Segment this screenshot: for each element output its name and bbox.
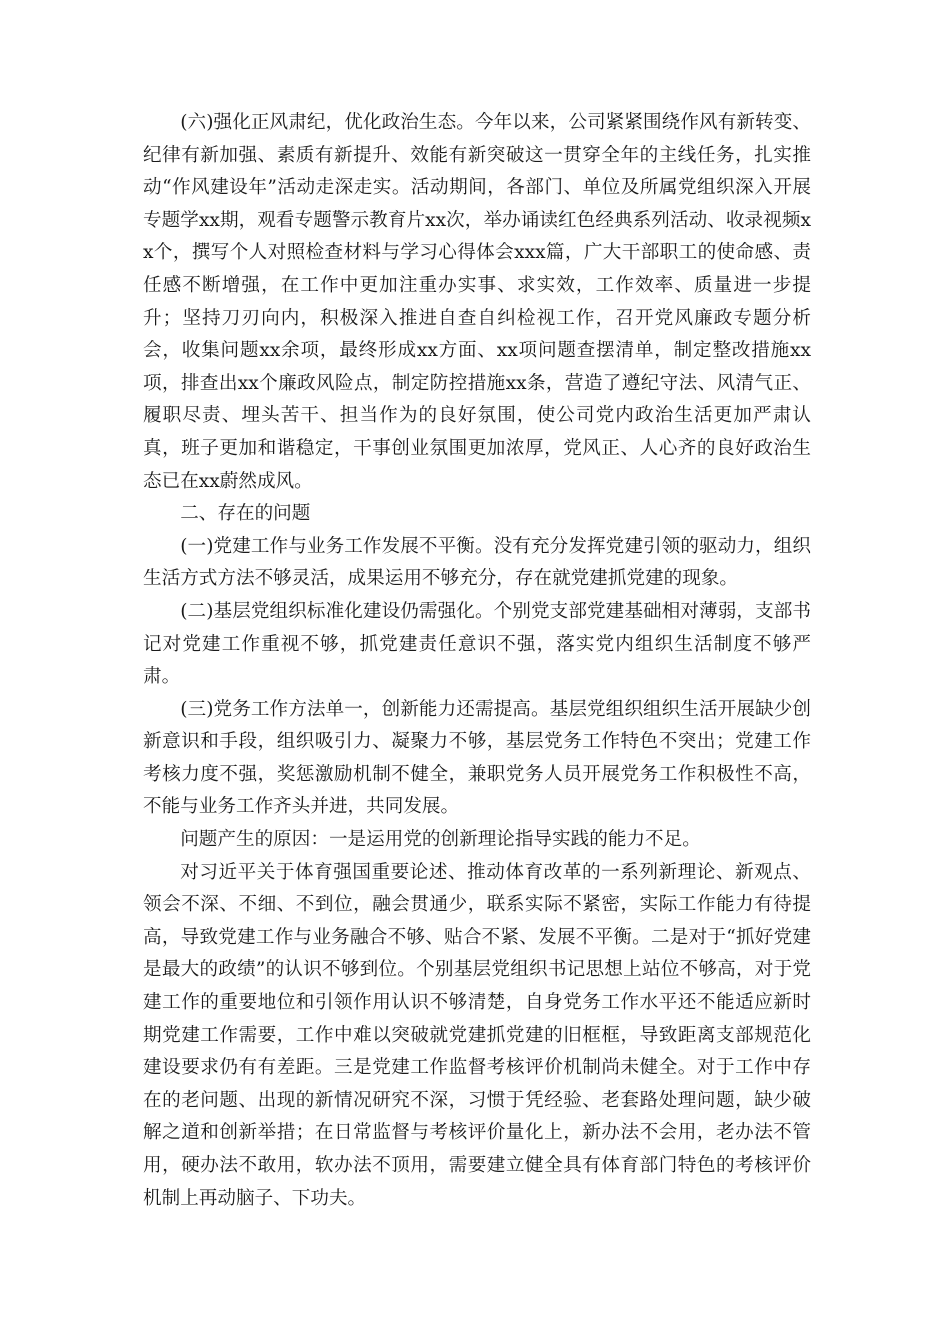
- paragraph-causes-detail: 对习近平关于体育强国重要论述、推动体育改革的一系列新理论、新观点、领会不深、不细、不到位，融会贯通少，联系实际不紧密，实际工作能力有待提高，导致党建工作与业务融合不够、贴合不紧、发展不平衡。二是对于“抓好党建是最大的政绩”的认识不够到位。个别基层党组织书记思想上站位不够高，对于党建工作的重要地位和引领作用认识不够清楚，自身党务工作水平还不能适应新时期党建工作需要，工作中难以突破就党建抓党建的旧框框，导致距离支部规范化建设要求仍有有差距。三是党建工作监督考核评价机制尚未健全。对于工作中存在的老问题、出现的新情况研究不深，习惯于凭经验、老套路处理问题，缺少破解之道和创新举措；在日常监督与考核评价量化上，新办法不会用，老办法不管用，硬办法不敢用，软办法不顶用，需要建立健全具有体育部门特色的考核评价机制上再动脑子、下功夫。: [143, 861, 811, 1209]
- heading-existing-problems: 二、存在的问题: [180, 503, 311, 525]
- document-body: [143, 107, 811, 1215]
- paragraph-causes-intro: 问题产生的原因：一是运用党的创新理论指导实践的能力不足。: [180, 829, 701, 851]
- paragraph-problem-one: (一)党建工作与业务工作发展不平衡。没有充分发挥党建引领的驱动力，组织生活方式方法不够灵活，成果运用不够充分，存在就党建抓党建的现象。: [143, 535, 811, 590]
- paragraph-problem-two: (二)基层党组织标准化建设仍需强化。个别党支部党建基础相对薄弱，支部书记对党建工作重视不够，抓党建责任意识不强，落实党内组织生活制度不够严肃。: [143, 600, 811, 688]
- paragraph-section-six: (六)强化正风肃纪，优化政治生态。今年以来，公司紧紧围绕作风有新转变、纪律有新加强、素质有新提升、效能有新突破这一贯穿全年的主线任务，扎实推动“作风建设年”活动走深走实。活动期间，各部门、单位及所属党组织深入开展专题学xx期，观看专题警示教育片xx次，举办诵读红色经典系列活动、收录视频xx个，撰写个人对照检查材料与学习心得体会xxx篇，广大干部职工的使命感、责任感不断增强，在工作中更加注重办实事、求实效，工作效率、质量进一步提升；坚持刀刃向内，积极深入推进自查自纠检视工作，召开党风廉政专题分析会，收集问题xx余项，最终形成xx方面、xx项问题查摆清单，制定整改措施xx项，排查出xx个廉政风险点，制定防控措施xx条，营造了遵纪守法、风清气正、履职尽责、埋头苦干、担当作为的良好氛围，使公司党内政治生活更加严肃认真，班子更加和谐稳定，干事创业氛围更加浓厚，党风正、人心齐的良好政治生态已在xx蔚然成风。: [143, 112, 811, 492]
- paragraph-problem-three: (三)党务工作方法单一，创新能力还需提高。基层党组织组织生活开展缺少创新意识和手段，组织吸引力、凝聚力不够，基层党务工作特色不突出；党建工作考核力度不强，奖惩激励机制不健全，兼职党务人员开展党务工作积极性不高，不能与业务工作齐头并进，共同发展。: [143, 698, 811, 818]
